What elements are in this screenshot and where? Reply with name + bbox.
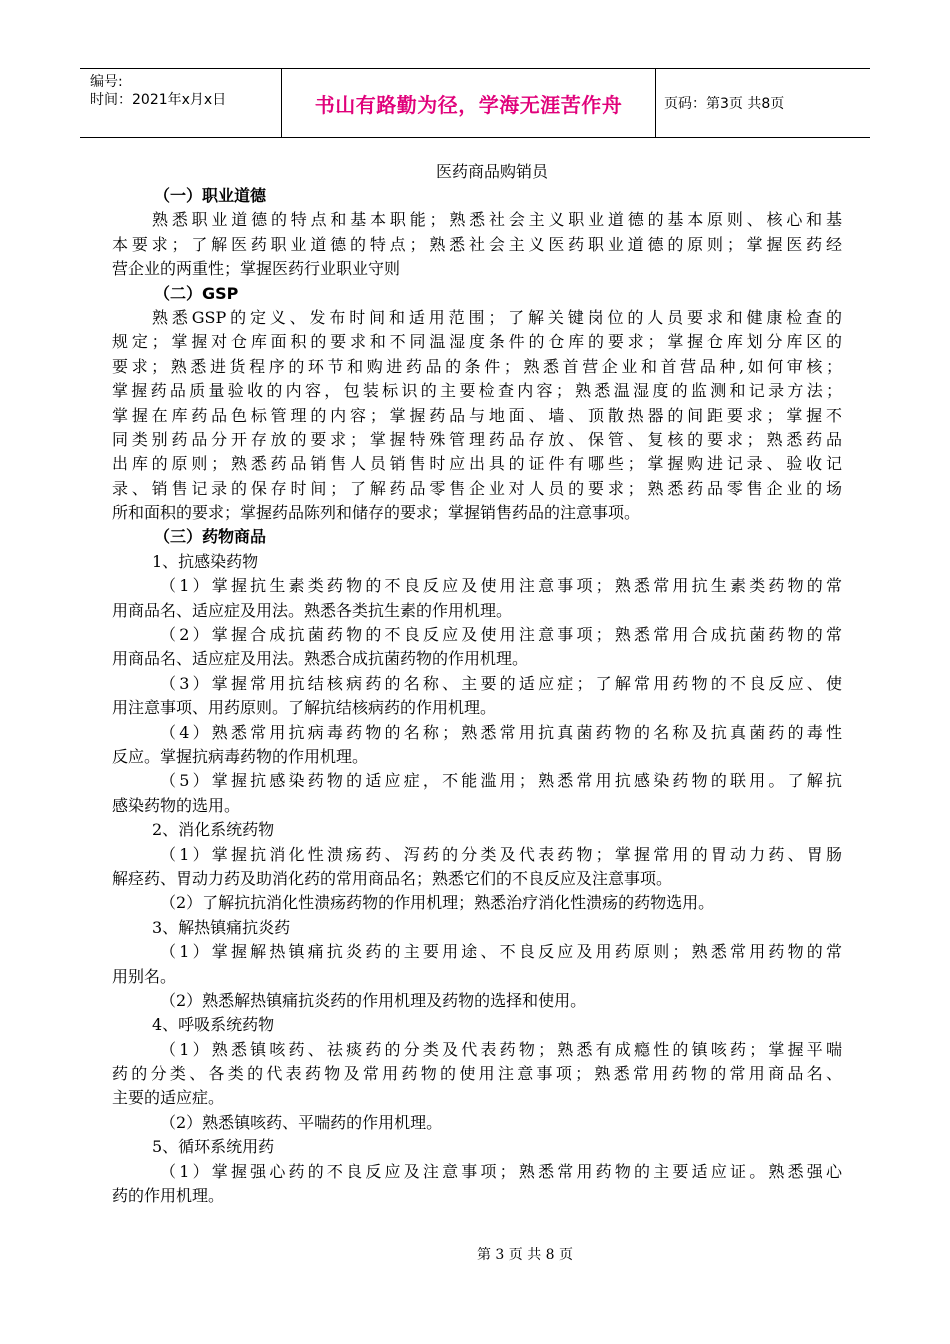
paragraph-line: 熟悉职业道德的特点和基本职能；熟悉社会主义职业道德的基本原则、核心和基: [152, 210, 842, 230]
page-footer: 第 3 页 共 8 页: [476, 1247, 574, 1263]
paragraph-line: 同类别药品分开存放的要求；掌握特殊管理药品存放、保管、复核的要求；熟悉药品: [112, 429, 842, 449]
paragraph-line: 出库的原则；熟悉药品销售人员销售时应出具的证件有哪些；掌握购进记录、验收记: [112, 454, 842, 474]
document-time-label: 时间：2021年x月x日: [90, 92, 227, 108]
header-meta: [80, 69, 282, 137]
paragraph-line: （1）掌握强心药的不良反应及注意事项；熟悉常用药物的主要适应证。熟悉强心: [160, 1161, 842, 1181]
section-heading: （三）药物商品: [154, 527, 267, 547]
paragraph-line: 用别名。: [112, 966, 177, 986]
subsection-heading: 2、消化系统药物: [152, 820, 275, 840]
paragraph-line: 感染药物的选用。: [112, 795, 241, 815]
paragraph-line: （1）掌握抗消化性溃疡药、泻药的分类及代表药物；掌握常用的胃动力药、胃肠: [160, 844, 842, 864]
paragraph-line: （5）掌握抗感染药物的适应症，不能滥用；熟悉常用抗感染药物的联用。了解抗: [160, 771, 842, 791]
subsection-heading: 5、循环系统用药: [152, 1137, 275, 1157]
paragraph-line: 要求；熟悉进货程序的环节和购进药品的条件；熟悉首营企业和首营品种,如何审核；: [112, 356, 842, 376]
paragraph-line: （4）熟悉常用抗病毒药物的名称；熟悉常用抗真菌药物的名称及抗真菌药的毒性: [160, 722, 842, 742]
paragraph-line: 掌握药品质量验收的内容，包装标识的主要检查内容；熟悉温湿度的监测和记录方法；: [112, 381, 842, 401]
paragraph-line: （1）熟悉镇咳药、祛痰药的分类及代表药物；熟悉有成瘾性的镇咳药；掌握平喘: [160, 1039, 842, 1059]
section-heading: （一）职业道德: [154, 186, 267, 205]
page-header: [80, 68, 870, 138]
subsection-heading: 3、解热镇痛抗炎药: [152, 917, 291, 937]
paragraph-line: （2）掌握合成抗菌药物的不良反应及使用注意事项；熟悉常用合成抗菌药物的常: [160, 625, 842, 645]
header-motto: 书山有路勤为径，学海无涯苦作舟: [282, 69, 656, 137]
paragraph-line: 录、销售记录的保存时间；了解药品零售企业对人员的要求；熟悉药品零售企业的场: [112, 478, 842, 498]
paragraph-line: 解痉药、胃动力药及助消化药的常用商品名；熟悉它们的不良反应及注意事项。: [112, 868, 673, 888]
paragraph-line: 药的分类、各类的代表药物及常用药物的使用注意事项；熟悉常用药物的常用商品名、: [112, 1064, 842, 1084]
paragraph-line: 营企业的两重性；掌握医药行业职业守则: [112, 259, 401, 279]
paragraph-line: 用商品名、适应症及用法。熟悉合成抗菌药物的作用机理。: [112, 649, 529, 669]
paragraph-line: 掌握在库药品色标管理的内容；掌握药品与地面、墙、顶散热器的间距要求；掌握不: [112, 405, 842, 425]
subsection-heading: 1、抗感染药物: [152, 551, 259, 571]
document-number-label: 编号:: [90, 74, 123, 90]
paragraph-line: 反应。掌握抗病毒药物的作用机理。: [112, 746, 369, 766]
paragraph-line: 熟悉GSP的定义、发布时间和适用范围；了解关键岗位的人员要求和健康检查的: [152, 307, 842, 327]
paragraph-line: （3）掌握常用抗结核病药的名称、主要的适应症；了解常用药物的不良反应、使: [160, 673, 842, 693]
document-body: [112, 160, 842, 1208]
paragraph-line: （2）了解抗抗消化性溃疡药物的作用机理；熟悉治疗消化性溃疡的药物选用。: [160, 893, 715, 913]
paragraph-line: 规定；掌握对仓库面积的要求和不同温湿度条件的仓库的要求；掌握仓库划分库区的: [112, 332, 842, 352]
paragraph-line: 药的作用机理。: [112, 1186, 225, 1206]
section-heading: （二）GSP: [154, 283, 239, 303]
header-page-info: 页码：第3页 共8页: [664, 96, 785, 112]
paragraph-line: 用商品名、适应症及用法。熟悉各类抗生素的作用机理。: [112, 600, 513, 620]
paragraph-line: 所和面积的要求；掌握药品陈列和储存的要求；掌握销售药品的注意事项。: [112, 503, 641, 523]
paragraph-line: （2）熟悉镇咳药、平喘药的作用机理。: [160, 1112, 443, 1132]
paragraph-line: 主要的适应症。: [112, 1088, 225, 1108]
paragraph-line: （1）掌握抗生素类药物的不良反应及使用注意事项；熟悉常用抗生素类药物的常: [160, 576, 842, 596]
paragraph-line: （1）掌握解热镇痛抗炎药的主要用途、不良反应及用药原则；熟悉常用药物的常: [160, 942, 842, 962]
paragraph-line: （2）熟悉解热镇痛抗炎药的作用机理及药物的选择和使用。: [160, 990, 587, 1010]
paragraph-line: 用注意事项、用药原则。了解抗结核病药的作用机理。: [112, 698, 497, 718]
document-title: 医药商品购销员: [435, 162, 548, 181]
paragraph-line: 本要求；了解医药职业道德的特点；熟悉社会主义医药职业道德的原则；掌握医药经: [112, 234, 842, 254]
subsection-heading: 4、呼吸系统药物: [152, 1015, 275, 1035]
